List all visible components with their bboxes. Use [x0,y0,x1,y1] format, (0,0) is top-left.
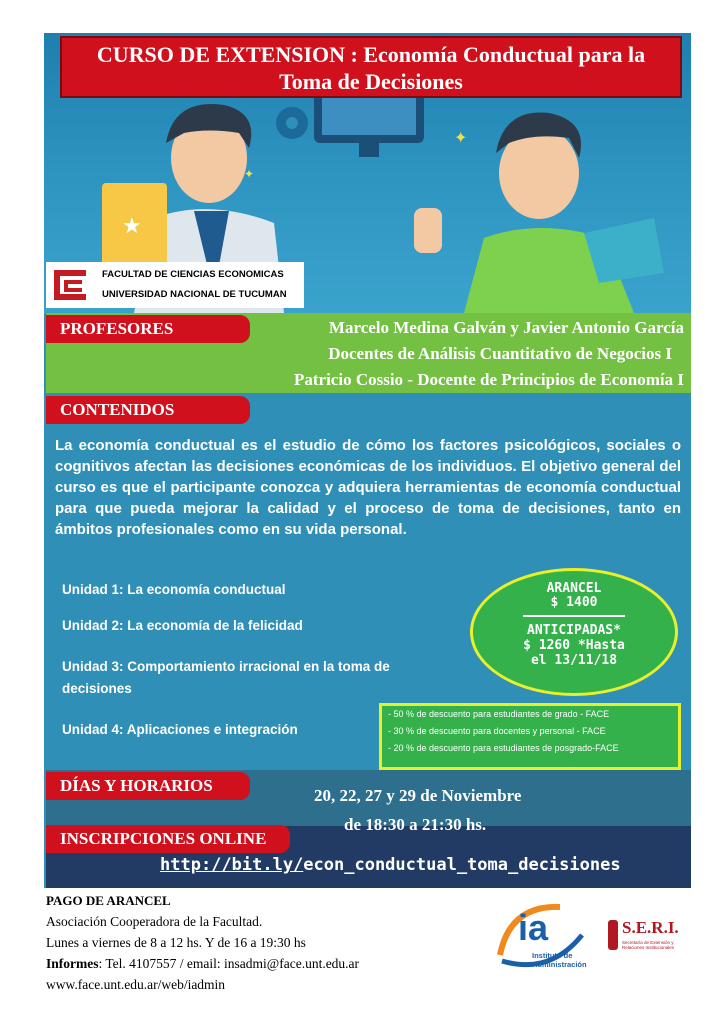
anticipadas-price: $ 1260 *Hasta [523,638,625,653]
seri-mark: S.E.R.I. [622,918,679,937]
inscripciones-link[interactable] [160,855,620,887]
arancel-price: $ 1400 [550,595,598,610]
ia-line2: Administración [532,960,587,969]
anticipadas-date: el 13/11/18 [530,653,618,668]
svg-text:✦: ✦ [454,128,468,147]
pago-label: PAGO DE ARANCEL [46,893,171,908]
arancel-badge [470,568,678,696]
contenidos-label: CONTENIDOS [46,396,250,424]
inscripciones-url-path[interactable]: econ_conductual_toma_decisiones [303,855,621,875]
university-name: UNIVERSIDAD NACIONAL DE TUCUMAN [102,289,287,300]
informes-text: : Tel. 4107557 / email: insadmi@face.unt.edu.ar [98,956,360,971]
arancel-label: ARANCEL [546,581,602,596]
course-dates: 20, 22, 27 y 29 de Noviembre [314,786,522,805]
web-link[interactable]: www.face.unt.edu.ar/web/iadmin [46,977,226,992]
unidad-3-cont: decisiones [62,681,132,696]
contenidos-text: La economía conductual es el estudio de cómo los factores psicológicos, sociales o cognitivos afectan las decisiones económicas de los individuos. El objetivo general del curso es que el participante conozca y adquiera herramientas de economía conductual para que pueda mejorar la calidad y el proceso de toma de decisiones, tanto en ámbitos profesionales como en su vida personal. [55,437,681,538]
course-hours: de 18:30 a 21:30 hs. [344,815,487,834]
inscripciones-label: INSCRIPCIONES ONLINE [46,825,290,853]
unidad-3: Unidad 3: Comportamiento irracional en la toma de [62,659,390,674]
descuento-item: - 50 % de descuento para estudiantes de grado - FACE [388,709,610,719]
anticipadas-label: ANTICIPADAS* [527,623,621,638]
descuento-item: - 30 % de descuento para docentes y personal - FACE [388,726,606,736]
face-logo-icon [50,266,92,306]
professor-role-2: Patricio Cossio - Docente de Principios de Economía I [293,370,684,389]
unidad-1: Unidad 1: La economía conductual [62,582,286,597]
dias-label: DÍAS Y HORARIOS [46,772,250,800]
course-title-line2: Toma de Decisiones [279,69,463,94]
inscripciones-url-prefix[interactable]: http://bit.ly/ [160,855,304,875]
svg-text:✦: ✦ [244,167,255,181]
descuentos-box [379,703,681,770]
course-title-line1: CURSO DE EXTENSION : Economía Conductual para la [96,42,646,67]
professor-role-1: Docentes de Análisis Cuantitativo de Negocios I [328,344,672,363]
ia-logo [490,895,600,975]
faculty-name: FACULTAD DE CIENCIAS ECONOMICAS [102,269,284,280]
seri-subtitle: Secretaría de Extensión y Relaciones Institucionales [622,940,675,950]
informes-label: Informes [46,956,99,971]
descuento-item: - 20 % de descuento para estudiantes de posgrado-FACE [388,743,619,753]
institution-logo-box [46,262,304,308]
seri-logo [608,918,698,968]
profesores-label: PROFESORES [46,315,250,343]
arancel-divider [523,615,625,617]
pago-line-2: Lunes a viernes de 8 a 12 hs. Y de 16 a 19:30 hs [46,935,306,950]
ia-mark: ia [518,907,549,948]
ia-line1: Instituto de [532,951,573,960]
seri-emblem-icon [608,920,618,950]
pago-line-1: Asociación Cooperadora de la Facultad. [46,914,263,929]
unidad-2: Unidad 2: La economía de la felicidad [62,618,303,633]
svg-text:★: ★ [122,214,142,239]
informes-line [46,953,359,974]
course-title [60,36,682,98]
unidad-4: Unidad 4: Aplicaciones e integración [62,722,298,737]
professor-names: Marcelo Medina Galván y Javier Antonio García [328,318,684,337]
